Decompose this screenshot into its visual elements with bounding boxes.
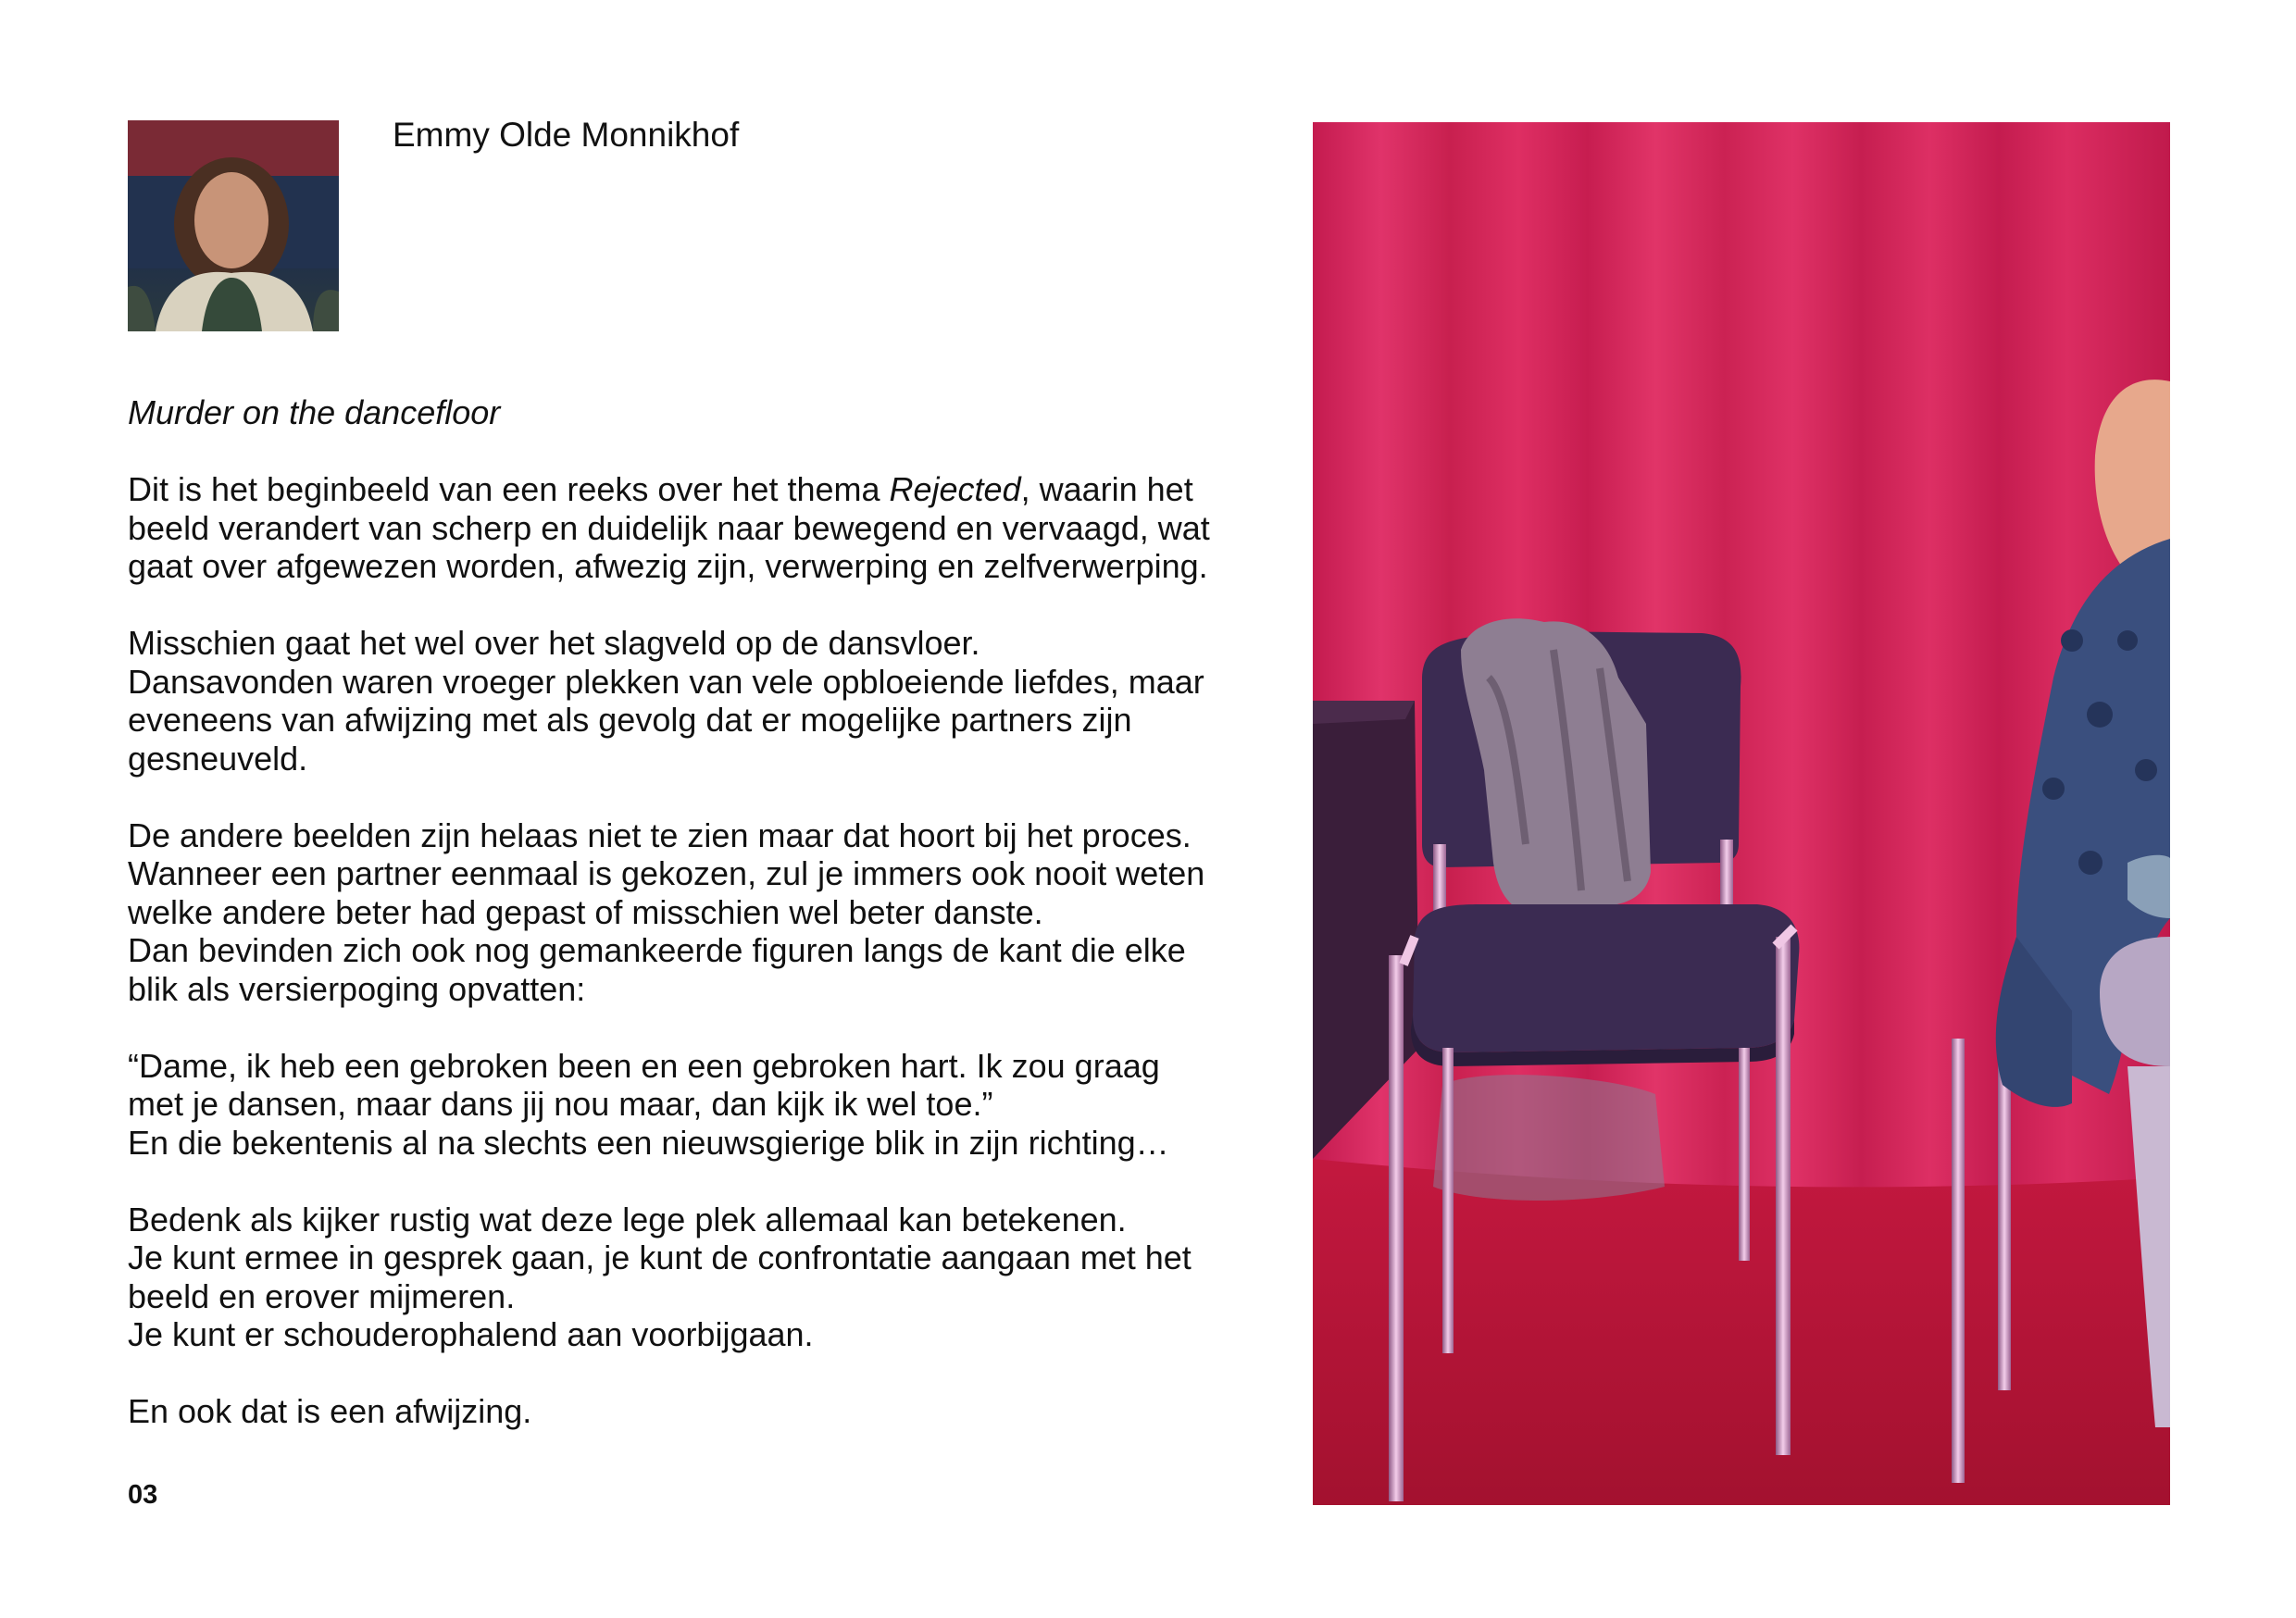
portrait-photo-icon	[128, 120, 339, 331]
paragraph-4-quote	[128, 1047, 1276, 1163]
text-run: Dit is het beginbeeld van een reeks over het thema	[128, 470, 890, 508]
paragraph-line: De andere beelden zijn helaas niet te zien maar dat hoort bij het proces.	[128, 815, 1192, 854]
paragraph-line: welke andere beter had gepast of misschien wel beter danste.	[128, 892, 1043, 931]
emphasis-rejected: Rejected	[889, 470, 1021, 508]
essay-title: Murder on the dancefloor	[128, 393, 501, 431]
paragraph-6	[128, 1392, 1276, 1431]
paragraph-line: Dansavonden waren vroeger plekken van vele opbloeiende liefdes, maar	[128, 662, 1204, 701]
paragraph-line: En ook dat is een afwijzing.	[128, 1392, 532, 1430]
paragraph-1-line-2: beeld verandert van scherp en duidelijk naar bewegend en vervaagd, wat	[128, 508, 1210, 547]
paragraph-line: Je kunt er schouderophalend aan voorbijgaan.	[128, 1315, 814, 1353]
paragraph-2	[128, 624, 1276, 778]
chair-photo-icon	[1313, 122, 2170, 1505]
author-name: Emmy Olde Monnikhof	[393, 116, 740, 154]
essay-text	[128, 393, 1276, 1469]
paragraph-line: met je dansen, maar dans jij nou maar, dan kijk ik wel toe.”	[128, 1085, 993, 1123]
paragraph-line: gesneuveld.	[128, 739, 308, 778]
paragraph-1-line-1	[128, 470, 1276, 509]
paragraph-line: “Dame, ik heb een gebroken been en een gebroken hart. Ik zou graag	[128, 1046, 1160, 1085]
paragraph-line: Misschien gaat het wel over het slagveld op de dansvloer.	[128, 624, 980, 662]
text-run: , waarin het	[1020, 470, 1193, 508]
paragraph-line: beeld en erover mijmeren.	[128, 1276, 516, 1315]
paragraph-line: blik als versierpoging opvatten:	[128, 969, 586, 1008]
page-number: 03	[128, 1480, 158, 1510]
paragraph-5	[128, 1201, 1276, 1354]
paragraph-line: En die bekentenis al na slechts een nieuwsgierige blik in zijn richting…	[128, 1123, 1169, 1162]
paragraph-line: Wanneer een partner eenmaal is gekozen, zul je immers ook nooit weten	[128, 854, 1205, 892]
paragraph-1-line-3: gaat over afgewezen worden, afwezig zijn, verwerping en zelfverwerping.	[128, 547, 1208, 585]
paragraph-3	[128, 816, 1276, 1009]
paragraph-1	[128, 470, 1276, 586]
paragraph-line: Bedenk als kijker rustig wat deze lege plek allemaal kan betekenen.	[128, 1200, 1127, 1238]
paragraph-line: Je kunt ermee in gesprek gaan, je kunt de confrontatie aangaan met het	[128, 1238, 1192, 1276]
paragraph-line: eveneens van afwijzing met als gevolg dat er mogelijke partners zijn	[128, 701, 1132, 739]
paragraph-line: Dan bevinden zich ook nog gemankeerde figuren langs de kant die elke	[128, 931, 1186, 969]
artwork-photo	[1313, 122, 2170, 1505]
author-portrait	[128, 120, 339, 331]
